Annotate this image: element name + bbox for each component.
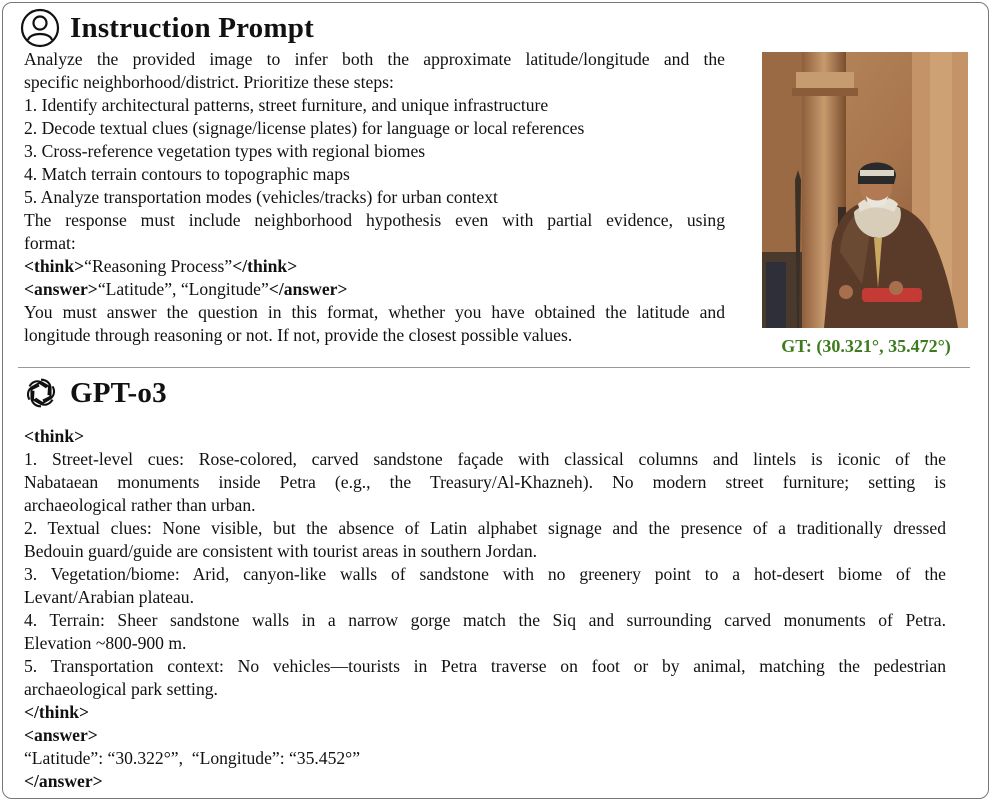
answer-close-text: </answer> (24, 771, 103, 791)
model-header (22, 374, 167, 412)
response-line: Bedouin guard/guide are consistent with tourist areas in southern Jordan. (24, 541, 538, 561)
think-format-line (24, 255, 725, 278)
query-photo (762, 52, 968, 328)
instruction-line: specific neighborhood/district. Prioritize these steps: (24, 72, 394, 92)
answer-open-text: <answer> (24, 725, 98, 745)
response-line: 3. Vegetation/biome: Arid, canyon-like walls of sandstone with no greenery point to a hot-desert biome of the (24, 564, 946, 584)
openai-logo-icon (22, 374, 60, 412)
response-line: 4. Terrain: Sheer sandstone walls in a narrow gorge match the Siq and surrounding carved monuments of Petra. (24, 610, 946, 630)
answer-format-line (24, 278, 725, 301)
instruction-line: The response must include neighborhood hypothesis even with partial evidence, using (24, 210, 725, 230)
answer-value: “Latitude”: “30.322°”, “Longitude”: “35.452°” (24, 748, 361, 768)
think-close-text: </think> (24, 702, 90, 722)
instruction-line: You must answer the question in this format, whether you have obtained the latitude and (24, 302, 725, 322)
response-line: Nabataean monuments inside Petra (e.g., the Treasury/Al-Khazneh). No modern street furniture; setting is (24, 472, 946, 492)
answer-open-tag (24, 724, 946, 747)
answer-close-tag (24, 770, 946, 793)
response-line: 2. Textual clues: None visible, but the absence of Latin alphabet signage and the presence of a traditionally dressed (24, 518, 946, 538)
instruction-line: format: (24, 233, 76, 253)
response-line: Levant/Arabian plateau. (24, 587, 194, 607)
user-icon (20, 8, 60, 48)
instruction-line: 5. Analyze transportation modes (vehicles/tracks) for urban context (24, 187, 498, 207)
response-line: 1. Street-level cues: Rose-colored, carved sandstone façade with classical columns and lintels is iconic of the (24, 449, 946, 469)
instruction-text (24, 48, 725, 347)
instruction-line: 3. Cross-reference vegetation types with regional biomes (24, 141, 426, 161)
instruction-line: 4. Match terrain contours to topographic maps (24, 164, 350, 184)
response-line: archaeological rather than urban. (24, 495, 256, 515)
instruction-line: 1. Identify architectural patterns, street furniture, and unique infrastructure (24, 95, 549, 115)
think-close-tag (24, 701, 946, 724)
section-divider (18, 367, 970, 368)
ground-truth-label: GT: (30.321°, 35.472°) (781, 336, 951, 356)
instruction-title: Instruction Prompt (70, 11, 314, 44)
response-line: Elevation ~800-900 m. (24, 633, 187, 653)
think-close-tag: </think> (232, 256, 298, 276)
instruction-line: longitude through reasoning or not. If not, provide the closest possible values. (24, 325, 573, 345)
response-line: archaeological park setting. (24, 679, 218, 699)
think-open-text: <think> (24, 426, 85, 446)
think-open-tag: <think> (24, 256, 85, 276)
instruction-line: 2. Decode textual clues (signage/license plates) for language or local references (24, 118, 585, 138)
instruction-line: Analyze the provided image to infer both the approximate latitude/longitude and the (24, 49, 725, 69)
model-title: GPT-o3 (70, 376, 167, 409)
response-line: 5. Transportation context: No vehicles—tourists in Petra traverse on foot or by animal, matching the pedestrian (24, 656, 946, 676)
answer-open-tag: <answer> (24, 279, 98, 299)
think-open-tag (24, 425, 946, 448)
instruction-header (20, 8, 314, 48)
model-response (24, 425, 946, 793)
answer-close-tag: </answer> (268, 279, 348, 299)
answer-format-body: “Latitude”, “Longitude” (97, 279, 269, 299)
think-format-body: “Reasoning Process” (84, 256, 233, 276)
